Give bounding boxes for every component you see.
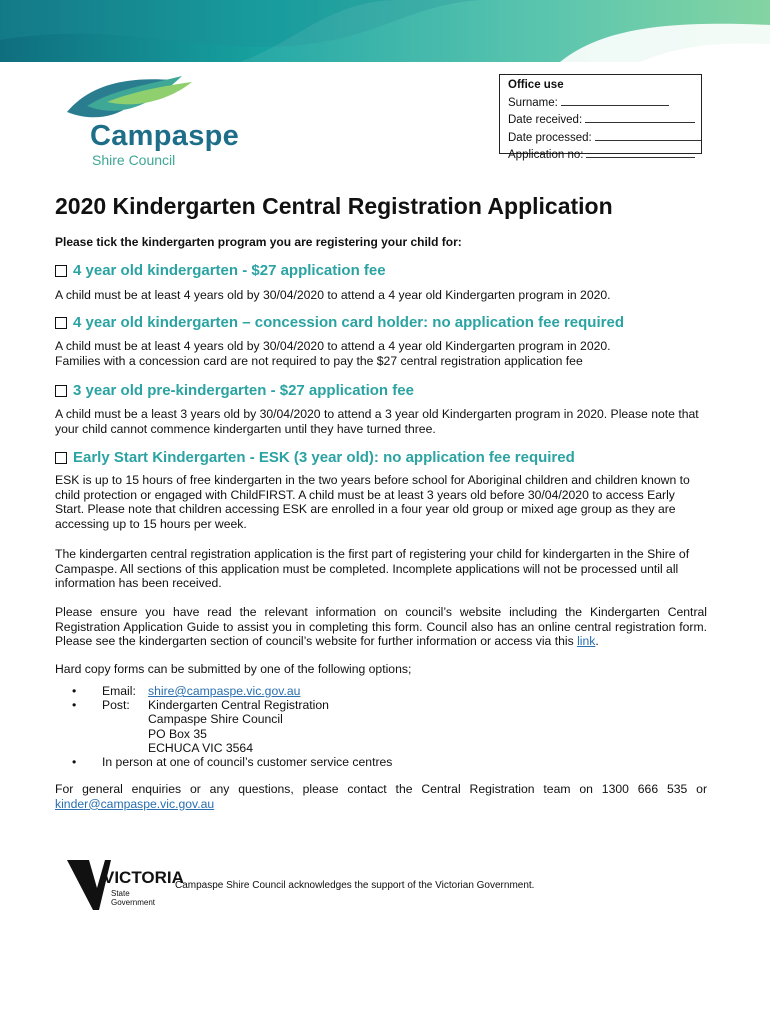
page-title: 2020 Kindergarten Central Registration Application (55, 193, 613, 219)
option-text-line: Families with a concession card are not required to pay the $27 central registration application fee (55, 353, 583, 368)
in-person-text: In person at one of council’s customer service centres (102, 755, 393, 770)
blank-line[interactable] (595, 129, 701, 141)
blank-line[interactable] (586, 146, 695, 158)
address-line: PO Box 35 (148, 726, 207, 741)
office-field-label: Application no: (508, 149, 584, 161)
submit-intro: Hard copy forms can be submitted by one of the following options; (55, 662, 412, 676)
bullet-icon: • (72, 755, 77, 770)
campaspe-swoosh-icon (62, 72, 197, 124)
blank-line[interactable] (585, 111, 695, 123)
list-item (72, 684, 392, 698)
option-4yo-concession-title (55, 314, 624, 331)
bullet-icon: • (72, 684, 77, 698)
footer-acknowledgement: Campaspe Shire Council acknowledges the support of the Victorian Government. (175, 880, 535, 891)
enquiries-text: For general enquiries or any questions, please contact the Central Registration team on 1300 666 535 or (55, 782, 707, 796)
option-esk-title (55, 449, 575, 466)
header-banner (0, 0, 770, 62)
logo-subtitle: Shire Council (92, 152, 176, 168)
checkbox-4yo-concession[interactable] (55, 317, 67, 329)
victoria-wordmark: VICTORIA (103, 868, 184, 887)
checkbox-4yo[interactable] (55, 265, 67, 277)
address-line: Campaspe Shire Council (148, 712, 283, 727)
address-line: ECHUCA VIC 3564 (148, 740, 253, 755)
office-field-label: Date processed: (508, 131, 592, 144)
option-4yo-concession-text (55, 339, 707, 368)
office-use-box (499, 74, 702, 161)
logo-name: Campaspe (90, 120, 240, 152)
office-field-application-no (508, 146, 701, 164)
option-title-text: 3 year old pre-kindergarten - $27 application fee (73, 382, 414, 399)
kinder-email-link[interactable]: kinder@campaspe.vic.gov.au (55, 796, 215, 811)
list-item (72, 755, 392, 769)
office-field-label: Date received: (508, 114, 583, 126)
option-4yo-text: A child must be at least 4 years old by 30/04/2020 to attend a 4 year old Kindergarten program in 2020. (55, 288, 611, 302)
option-3yo-title (55, 382, 414, 399)
option-3yo-text: A child must be a least 3 years old by 30/04/2020 to attend a 3 year old Kindergarten program in 2020. Please note that your child cannot commence kindergarten until they have turned three. (55, 407, 699, 436)
bullet-icon: • (72, 698, 77, 713)
completion-paragraph: The kindergarten central registration application is the first part of registering your child for kindergarten in the Shire of Campaspe. All sections of this application must be completed. Incomplete applications will not be processed until all information has been received. (55, 547, 690, 591)
email-label: Email: (102, 684, 136, 698)
office-field-date-processed (508, 129, 701, 147)
guide-text: Please ensure you have read the relevant information on council’s website including the Kindergarten Central Registration Application Guide to assist you in completing this form. Council also has an online central registration form. Please see the kindergarten section of council’s website for further information or access via this (55, 605, 707, 649)
blank-line[interactable] (561, 94, 669, 106)
option-text-line: A child must be at least 4 years old by 30/04/2020 to attend a 4 year old Kindergarten program in 2020. (55, 339, 611, 353)
checkbox-esk[interactable] (55, 452, 67, 464)
option-4yo-title (55, 262, 386, 279)
option-esk-text: ESK is up to 15 hours of free kindergarten in the two years before school for Aboriginal children and children known to child protection or engaged with ChildFIRST. A child must be at least 3 years old before 30/04/2020 to access Early Start. Please note that children accessing ESK are enrolled in a four year old group or mixed age group as they are accessing up to 15 hours per week. (55, 473, 690, 531)
address-line: Kindergarten Central Registration (148, 698, 329, 713)
postal-address (148, 698, 329, 755)
option-title-text: 4 year old kindergarten – concession card holder: no application fee required (73, 314, 624, 331)
office-field-label: Surname: (508, 96, 558, 109)
office-field-surname (508, 94, 701, 112)
guide-paragraph: Please ensure you have read the relevant information on council’s website including the Kindergarten Central Registration Application Guide to assist you in completing this form. Council also has an online central registration form. Please see the kindergarten section of council’s website for further information or access via this link. (55, 605, 707, 649)
checkbox-3yo[interactable] (55, 385, 67, 397)
option-title-text: 4 year old kindergarten - $27 application fee (73, 262, 386, 279)
state-label: State (111, 889, 130, 898)
campaspe-logo (62, 72, 262, 172)
victoria-logo-icon (67, 858, 184, 914)
list-item (72, 698, 392, 755)
post-label: Post: (102, 698, 130, 713)
government-label: Government (111, 898, 156, 907)
enquiries-paragraph (55, 782, 707, 811)
office-field-date-received (508, 111, 701, 129)
intro-instruction: Please tick the kindergarten program you are registering your child for: (55, 235, 462, 249)
shire-email-link[interactable]: shire@campaspe.vic.gov.au (148, 684, 301, 698)
guide-link[interactable]: link (577, 634, 596, 649)
office-use-heading: Office use (508, 79, 564, 91)
option-title-text: Early Start Kindergarten - ESK (3 year old): no application fee required (73, 449, 575, 466)
victoria-government-logo (67, 858, 184, 914)
submit-options-list (72, 684, 392, 769)
